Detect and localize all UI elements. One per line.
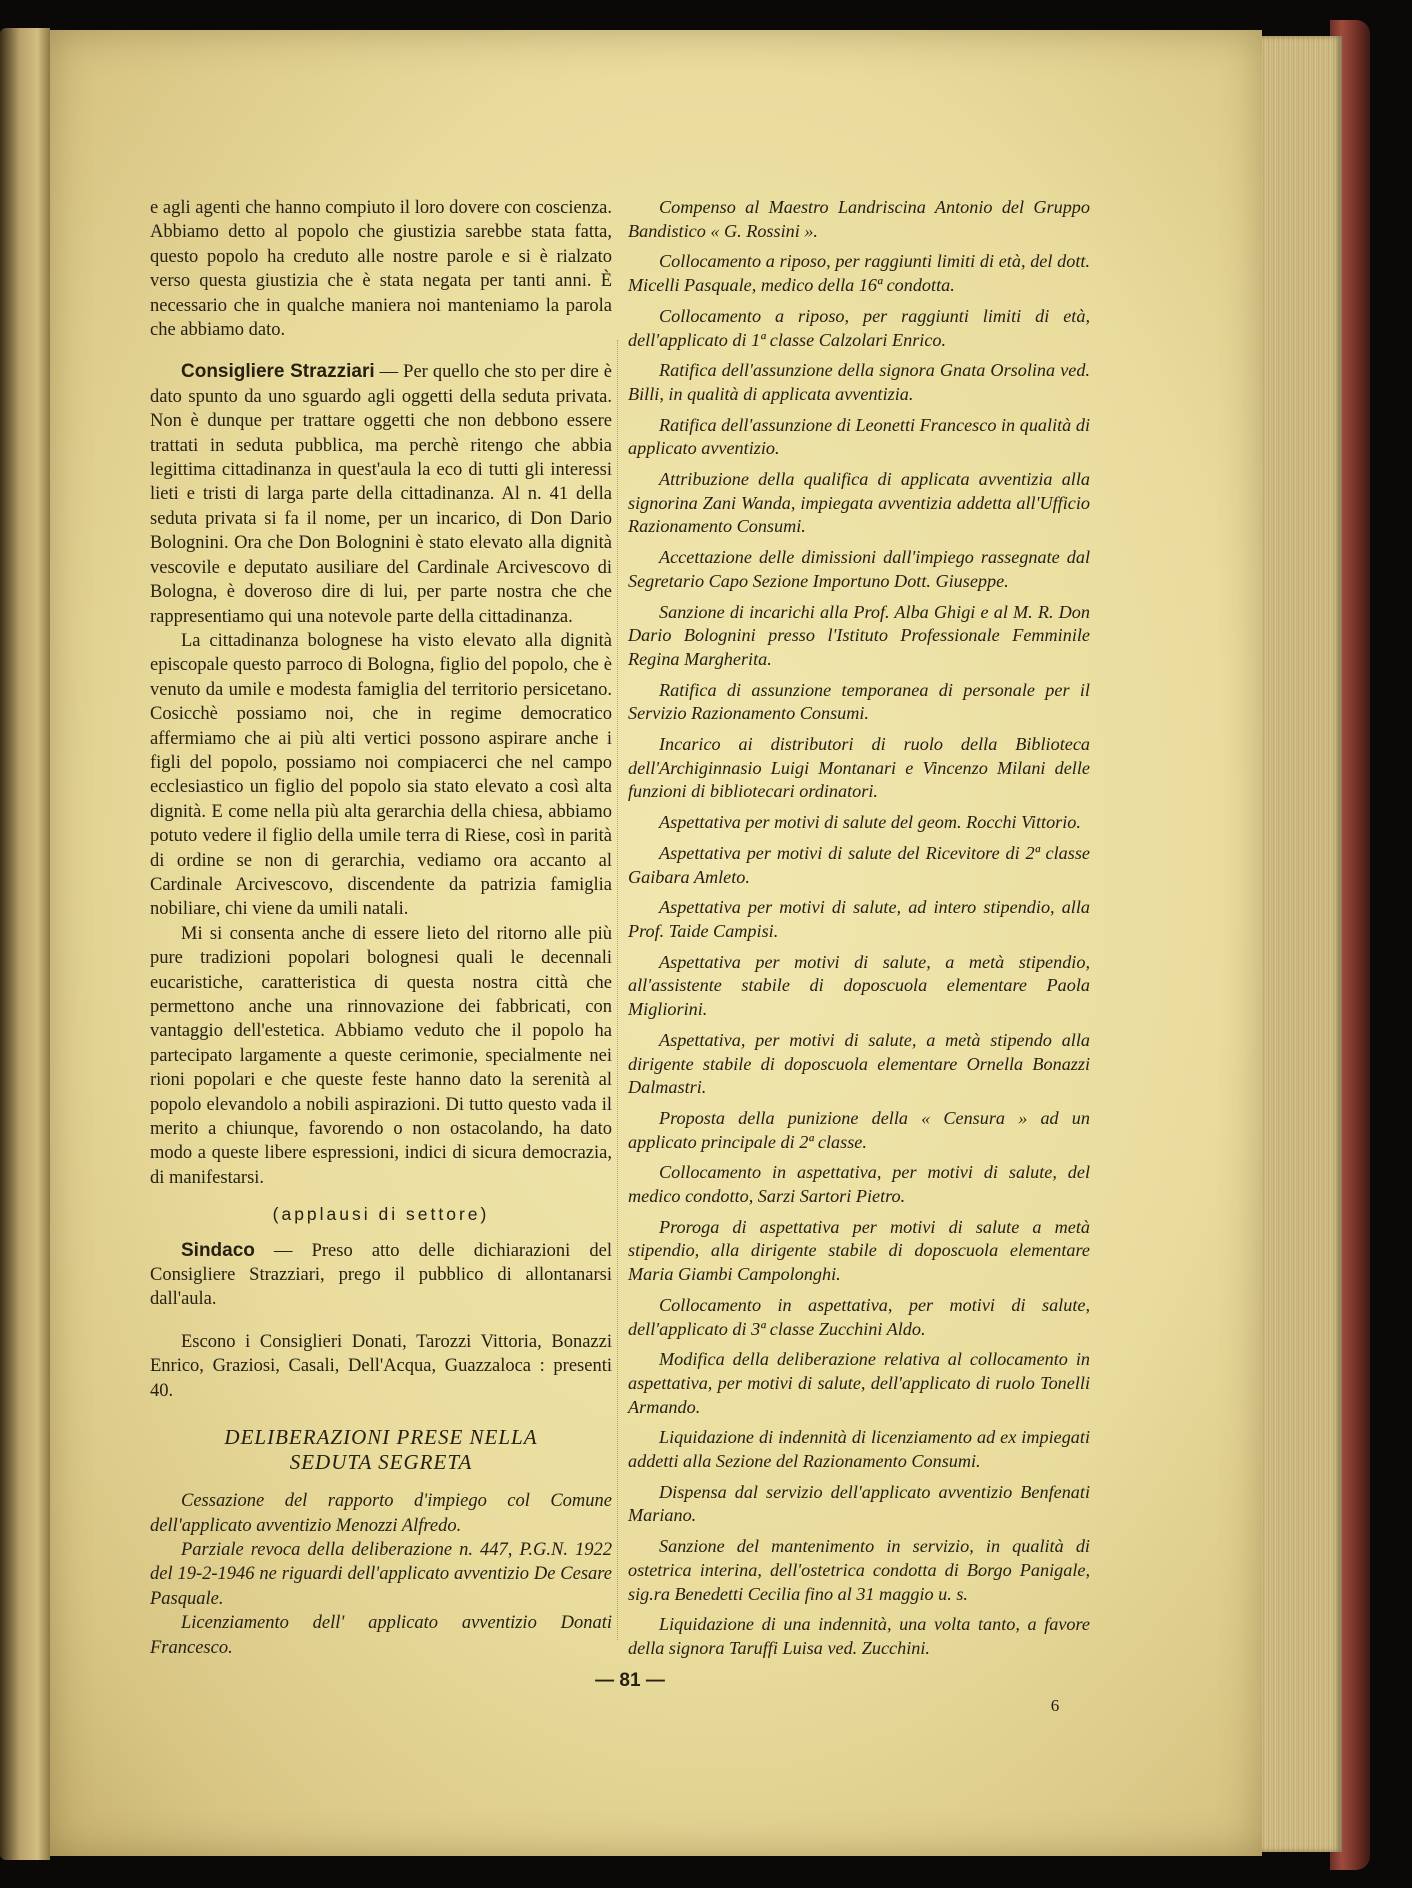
speaker-name: Sindaco — [181, 1239, 255, 1261]
deliberation-item: Ratifica dell'assunzione della signora Gnata Orsolina ved. Billi, in qualità di applicata avventizia. — [628, 360, 1090, 404]
deliberation-item: Collocamento in aspettativa, per motivi di salute, del medico condotto, Sarzi Sartori Pietro. — [628, 1162, 1090, 1207]
speech-text: — Preso atto delle dichiarazioni del Consigliere Strazziari, prego il pubblico di allontanarsi dall'aula. — [150, 1240, 612, 1310]
deliberation-item: Attribuzione della qualifica di applicata avventizia alla signorina Zani Wanda, impiegata avventizia addetta all'Ufficio Razionamento Consumi. — [628, 469, 1090, 537]
deliberation-item: Aspettativa per motivi di salute del Ricevitore di 2ª classe Gaibara Amleto. — [628, 842, 1090, 887]
paragraph: La cittadinanza bolognese ha visto elevato alla dignità episcopale questo parroco di Bologna, figlio del popolo, che è venuto da umile e modesta famiglia del territorio persicetano. Cosicchè possiamo noi, che in regime democratico affermiamo che ai più alti vertici possono aspirare anche i figli del popolo, possiamo noi compiacerci che nel campo ecclesiastico un figlio del popolo sia stato elevato a così alta dignità. E come nella più alta gerarchia della chiesa, abbiamo potuto vedere il figlio della umile terra di Riese, così in parità di ordine se non di gerarchia, vediamo ora accanto al Cardinale Arcivescovo, discendente da patrizia famiglia nobiliare, chi viene da umili natali. — [150, 630, 612, 920]
page-stack-edges — [1262, 36, 1342, 1852]
previous-page-edge — [0, 28, 50, 1860]
paragraph-strazziari — [150, 360, 612, 628]
deliberation-item: Ratifica di assunzione temporanea di personale per il Servizio Razionamento Consumi. — [628, 679, 1090, 724]
paragraph: e agli agenti che hanno compiuto il loro dovere con coscienza. Abbiamo detto al popolo che giustizia sarebbe stata fatta, questo popolo ha creduto alle nostre parole e si è rialzato verso questa giustizia che è stata negata per tanti anni. È necessario che in qualche maniera noi manteniamo la parola che abbiamo dato. — [150, 198, 612, 341]
deliberation-item: Aspettativa per motivi di salute, a metà stipendio, all'assistente stabile di doposcuola elementare Paola Migliorini. — [628, 951, 1090, 1020]
deliberation-item: Licenziamento dell' applicato avventizio Donati Francesco. — [150, 1613, 612, 1658]
applause-note: (applausi di settore) — [272, 1204, 490, 1225]
deliberation-item: Aspettativa per motivi di salute, ad intero stipendio, alla Prof. Taide Campisi. — [628, 897, 1090, 941]
deliberation-item: Ratifica dell'assunzione di Leonetti Francesco in qualità di applicato avventizio. — [628, 414, 1090, 459]
paragraph-sindaco — [150, 1239, 612, 1312]
deliberation-item: Sanzione di incarichi alla Prof. Alba Ghigi e al M. R. Don Dario Bolognini presso l'Istituto Professionale Femminile Regina Margherita. — [628, 601, 1090, 669]
deliberation-item: Liquidazione di indennità di licenziamento ad ex impiegati addetti alla Sezione del Razionamento Consumi. — [628, 1427, 1090, 1472]
deliberation-item: Incarico ai distributori di ruolo della Biblioteca dell'Archiginnasio Luigi Montanari e Vincenzo Milani delle funzioni di bibliotecari ordinatori. — [628, 734, 1090, 802]
paragraph: Escono i Consiglieri Donati, Tarozzi Vittoria, Bonazzi Enrico, Graziosi, Casali, Dell'Acqua, Guazzaloca : presenti 40. — [150, 1331, 612, 1401]
deliberation-item: Collocamento in aspettativa, per motivi di salute, dell'applicato di 3ª classe Zucchini Aldo. — [628, 1294, 1090, 1339]
deliberation-item: Modifica della deliberazione relativa al collocamento in aspettativa, per motivi di salute, dell'applicato di ruolo Tonelli Armando. — [628, 1349, 1090, 1417]
right-column — [628, 196, 1090, 1668]
deliberation-item: Parziale revoca della deliberazione n. 447, P.G.N. 1922 del 19-2-1946 ne riguardi dell'applicato avventizio De Cesare Pasquale. — [150, 1539, 612, 1609]
signature-mark: 6 — [1050, 1696, 1060, 1715]
paragraph: Mi si consenta anche di essere lieto del ritorno alle più pure tradizioni popolari bolognesi quali le decennali eucaristiche, caratteristica di questa nostra città che permettono anche una rinnovazione dei fabbricati, con vantaggio dell'estetica. Abbiamo veduto che il popolo ha partecipato largamente a queste cerimonie, specialmente nei rioni popolari e che queste feste hanno dato la serenità al popolo elevandolo a nobili aspirazioni. Di tutto questo vada il merito a chiunque, favorendo o non ostacolando, ha dato modo a queste libere espressioni, indici di sicura democrazia, di manifestarsi. — [150, 923, 612, 1188]
deliberation-item: Accettazione delle dimissioni dall'impiego rassegnate dal Segretario Capo Sezione Importuno Dott. Giuseppe. — [628, 547, 1090, 591]
deliberation-item: Collocamento a riposo, per raggiunti limiti di età, del dott. Micelli Pasquale, medico della 16ª condotta. — [628, 251, 1090, 296]
deliberation-item: Dispensa dal servizio dell'applicato avventizio Benfenati Mariano. — [628, 1481, 1090, 1526]
deliberation-item: Proroga di aspettativa per motivi di salute a metà stipendio, alla dirigente stabile di doposcuola elementare Maria Giambi Campolonghi. — [628, 1216, 1090, 1285]
deliberation-item: Compenso al Maestro Landriscina Antonio del Gruppo Bandistico « G. Rossini ». — [628, 197, 1090, 241]
deliberation-item: Aspettativa per motivi di salute del geom. Rocchi Vittorio. — [659, 812, 1081, 833]
section-heading — [150, 1425, 612, 1475]
deliberation-item: Collocamento a riposo, per raggiunti limiti di età, dell'applicato di 1ª classe Calzolari Enrico. — [628, 305, 1090, 350]
column-divider — [617, 340, 619, 1640]
speaker-name: Consigliere Strazziari — [181, 361, 375, 383]
deliberation-item: Sanzione del mantenimento in servizio, in qualità di ostetrica interina, dell'ostetrica condotta di Borgo Panigale, sig.ra Benedetti Cecilia fino al 31 maggio u. s. — [628, 1536, 1090, 1604]
deliberation-item: Proposta della punizione della « Censura » ad un applicato principale di 2ª classe. — [628, 1107, 1090, 1152]
speech-text: — Per quello che sto per dire è dato spunto da uno sguardo agli oggetti della seduta privata. Non è dunque per trattare oggetti che non debbono essere trattati in seduta pubblica, ma perchè ritengo che abbia legittima cittadinanza in quest'aula la eco di tutti gli interessi lieti e tristi di larga parte della cittadinanza. Al n. 41 della seduta privata si fa il nome, per un incarico, di Don Dario Bolognini. Ora che Don Bolognini è stato elevato alla dignità vescovile e deputato ausiliare del Cardinale Arcivescovo di Bologna, è doveroso dire di lui, per parte nostra che che rappresentiamo qui una notevole parte della cittadinanza. — [150, 362, 612, 627]
deliberation-item: Cessazione del rapporto d'impiego col Comune dell'applicato avventizio Menozzi Alfredo. — [150, 1491, 612, 1536]
page-number: — 81 — — [595, 1670, 665, 1691]
deliberation-item: Aspettativa, per motivi di salute, a metà stipendo alla dirigente stabile di doposcuola elementare Ornella Bonazzi Dalmastri. — [628, 1029, 1090, 1098]
heading-line: SEDUTA SEGRETA — [289, 1450, 473, 1475]
left-column — [150, 196, 612, 1660]
deliberation-item: Liquidazione di una indennità, una volta tanto, a favore della signora Taruffi Luisa ved. Zucchini. — [628, 1614, 1090, 1658]
heading-line: DELIBERAZIONI PRESE NELLA — [224, 1425, 538, 1450]
